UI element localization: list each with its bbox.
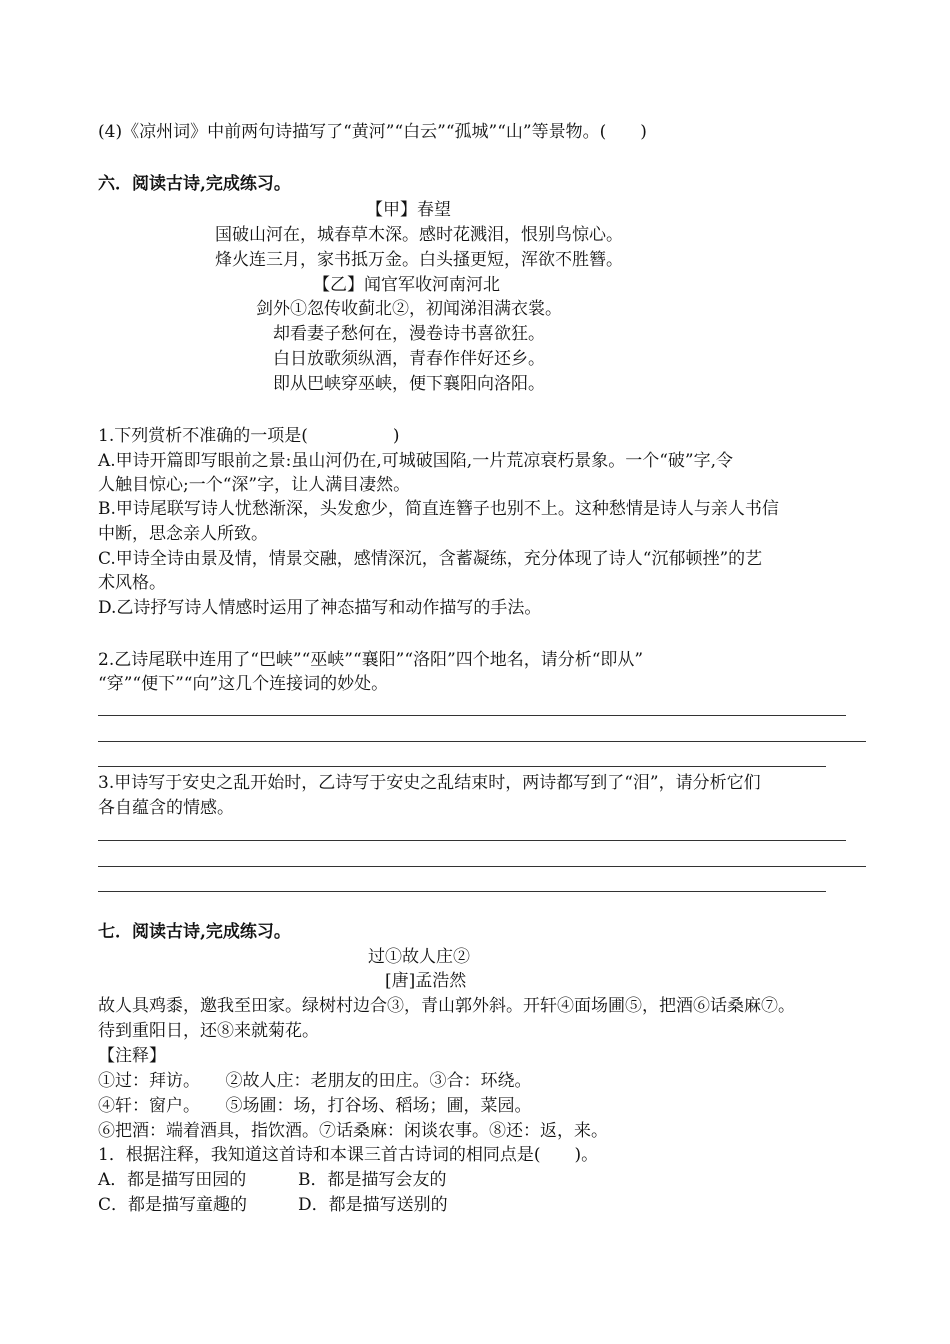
poem-b-line: 剑外①忽传收蓟北②，初闻涕泪满衣裳。 xyxy=(256,299,562,319)
answer-line[interactable] xyxy=(98,715,846,716)
s6-question-2: 2.乙诗尾联中连用了“巴峡”“巫峡”“襄阳”“洛阳”四个地名，请分析“即从” xyxy=(98,650,644,670)
note-line: ①过：拜访。 ②故人庄：老朋友的田庄。③合：环绕。 xyxy=(98,1071,532,1091)
note-line: ⑥把酒：端着酒具，指饮酒。⑦话桑麻：闲谈农事。⑧还：返，来。 xyxy=(98,1121,608,1141)
option-c: C．都是描写童趣的 xyxy=(98,1195,248,1215)
s7-question-1-stem: 1．根据注释，我知道这首诗和本课三首古诗词的相同点是( )。 xyxy=(98,1145,599,1165)
answer-line[interactable] xyxy=(98,891,826,892)
answer-line[interactable] xyxy=(98,840,846,841)
answer-line[interactable] xyxy=(98,866,866,867)
poem-title: 过①故人庄② xyxy=(368,947,470,967)
option-b-cont: 中断，思念亲人所致。 xyxy=(98,524,268,544)
poem-text-cont: 待到重阳日，还⑧来就菊花。 xyxy=(98,1021,319,1041)
note-line: ④轩：窗户。 ⑤场圃：场，打谷场、稻场；圃，菜园。 xyxy=(98,1096,532,1116)
notes-label: 【注释】 xyxy=(98,1046,166,1066)
section-7-heading: 七．阅读古诗,完成练习。 xyxy=(98,922,291,942)
poem-b-line: 即从巴峡穿巫峡，便下襄阳向洛阳。 xyxy=(273,374,545,394)
option-a: A．都是描写田园的 xyxy=(98,1170,247,1190)
option-c-cont: 术风格。 xyxy=(98,573,166,593)
answer-line[interactable] xyxy=(98,766,826,767)
option-a: A.甲诗开篇即写眼前之景:虽山河仍在,可城破国陷,一片荒凉衰朽景象。一个“破”字,令 xyxy=(98,451,733,471)
s6-question-3-cont: 各自蕴含的情感。 xyxy=(98,798,234,818)
poem-a-line: 烽火连三月，家书抵万金。白头搔更短，浑欲不胜簪。 xyxy=(215,250,623,270)
question-4: (4)《凉州词》中前两句诗描写了“黄河”“白云”“孤城”“山”等景物。( ) xyxy=(98,122,647,142)
option-d: D．都是描写送别的 xyxy=(298,1195,448,1215)
poem-author: [唐]孟浩然 xyxy=(385,971,467,991)
poem-b-line: 白日放歌须纵酒，青春作伴好还乡。 xyxy=(273,349,545,369)
option-b: B.甲诗尾联写诗人忧愁渐深，头发愈少，简直连簪子也别不上。这种愁情是诗人与亲人书信 xyxy=(98,499,779,519)
poem-b-line: 却看妻子愁何在，漫卷诗书喜欲狂。 xyxy=(273,324,545,344)
option-b: B．都是描写会友的 xyxy=(298,1170,447,1190)
poem-a-title: 【甲】春望 xyxy=(366,200,451,220)
option-d: D.乙诗抒写诗人情感时运用了神态描写和动作描写的手法。 xyxy=(98,598,542,618)
section-6-heading: 六．阅读古诗,完成练习。 xyxy=(98,174,291,194)
poem-b-title: 【乙】闻官军收河南河北 xyxy=(313,275,500,295)
answer-line[interactable] xyxy=(98,741,866,742)
s6-question-1-stem: 1.下列赏析不准确的一项是( ) xyxy=(98,426,400,446)
poem-text: 故人具鸡黍，邀我至田家。绿树村边合③，青山郭外斜。开轩④面场圃⑤，把酒⑥话桑麻⑦。 xyxy=(98,996,795,1016)
s6-question-2-cont: “穿”“便下”“向”这几个连接词的妙处。 xyxy=(98,674,389,694)
s6-question-3: 3.甲诗写于安史之乱开始时，乙诗写于安史之乱结束时，两诗都写到了“泪”，请分析它们 xyxy=(98,773,761,793)
poem-a-line: 国破山河在，城春草木深。感时花溅泪，恨别鸟惊心。 xyxy=(215,225,623,245)
option-c: C.甲诗全诗由景及情，情景交融，感情深沉，含蓄凝练，充分体现了诗人“沉郁顿挫”的艺 xyxy=(98,549,763,569)
option-a-cont: 人触目惊心;一个“深”字，让人满目凄然。 xyxy=(98,475,411,495)
